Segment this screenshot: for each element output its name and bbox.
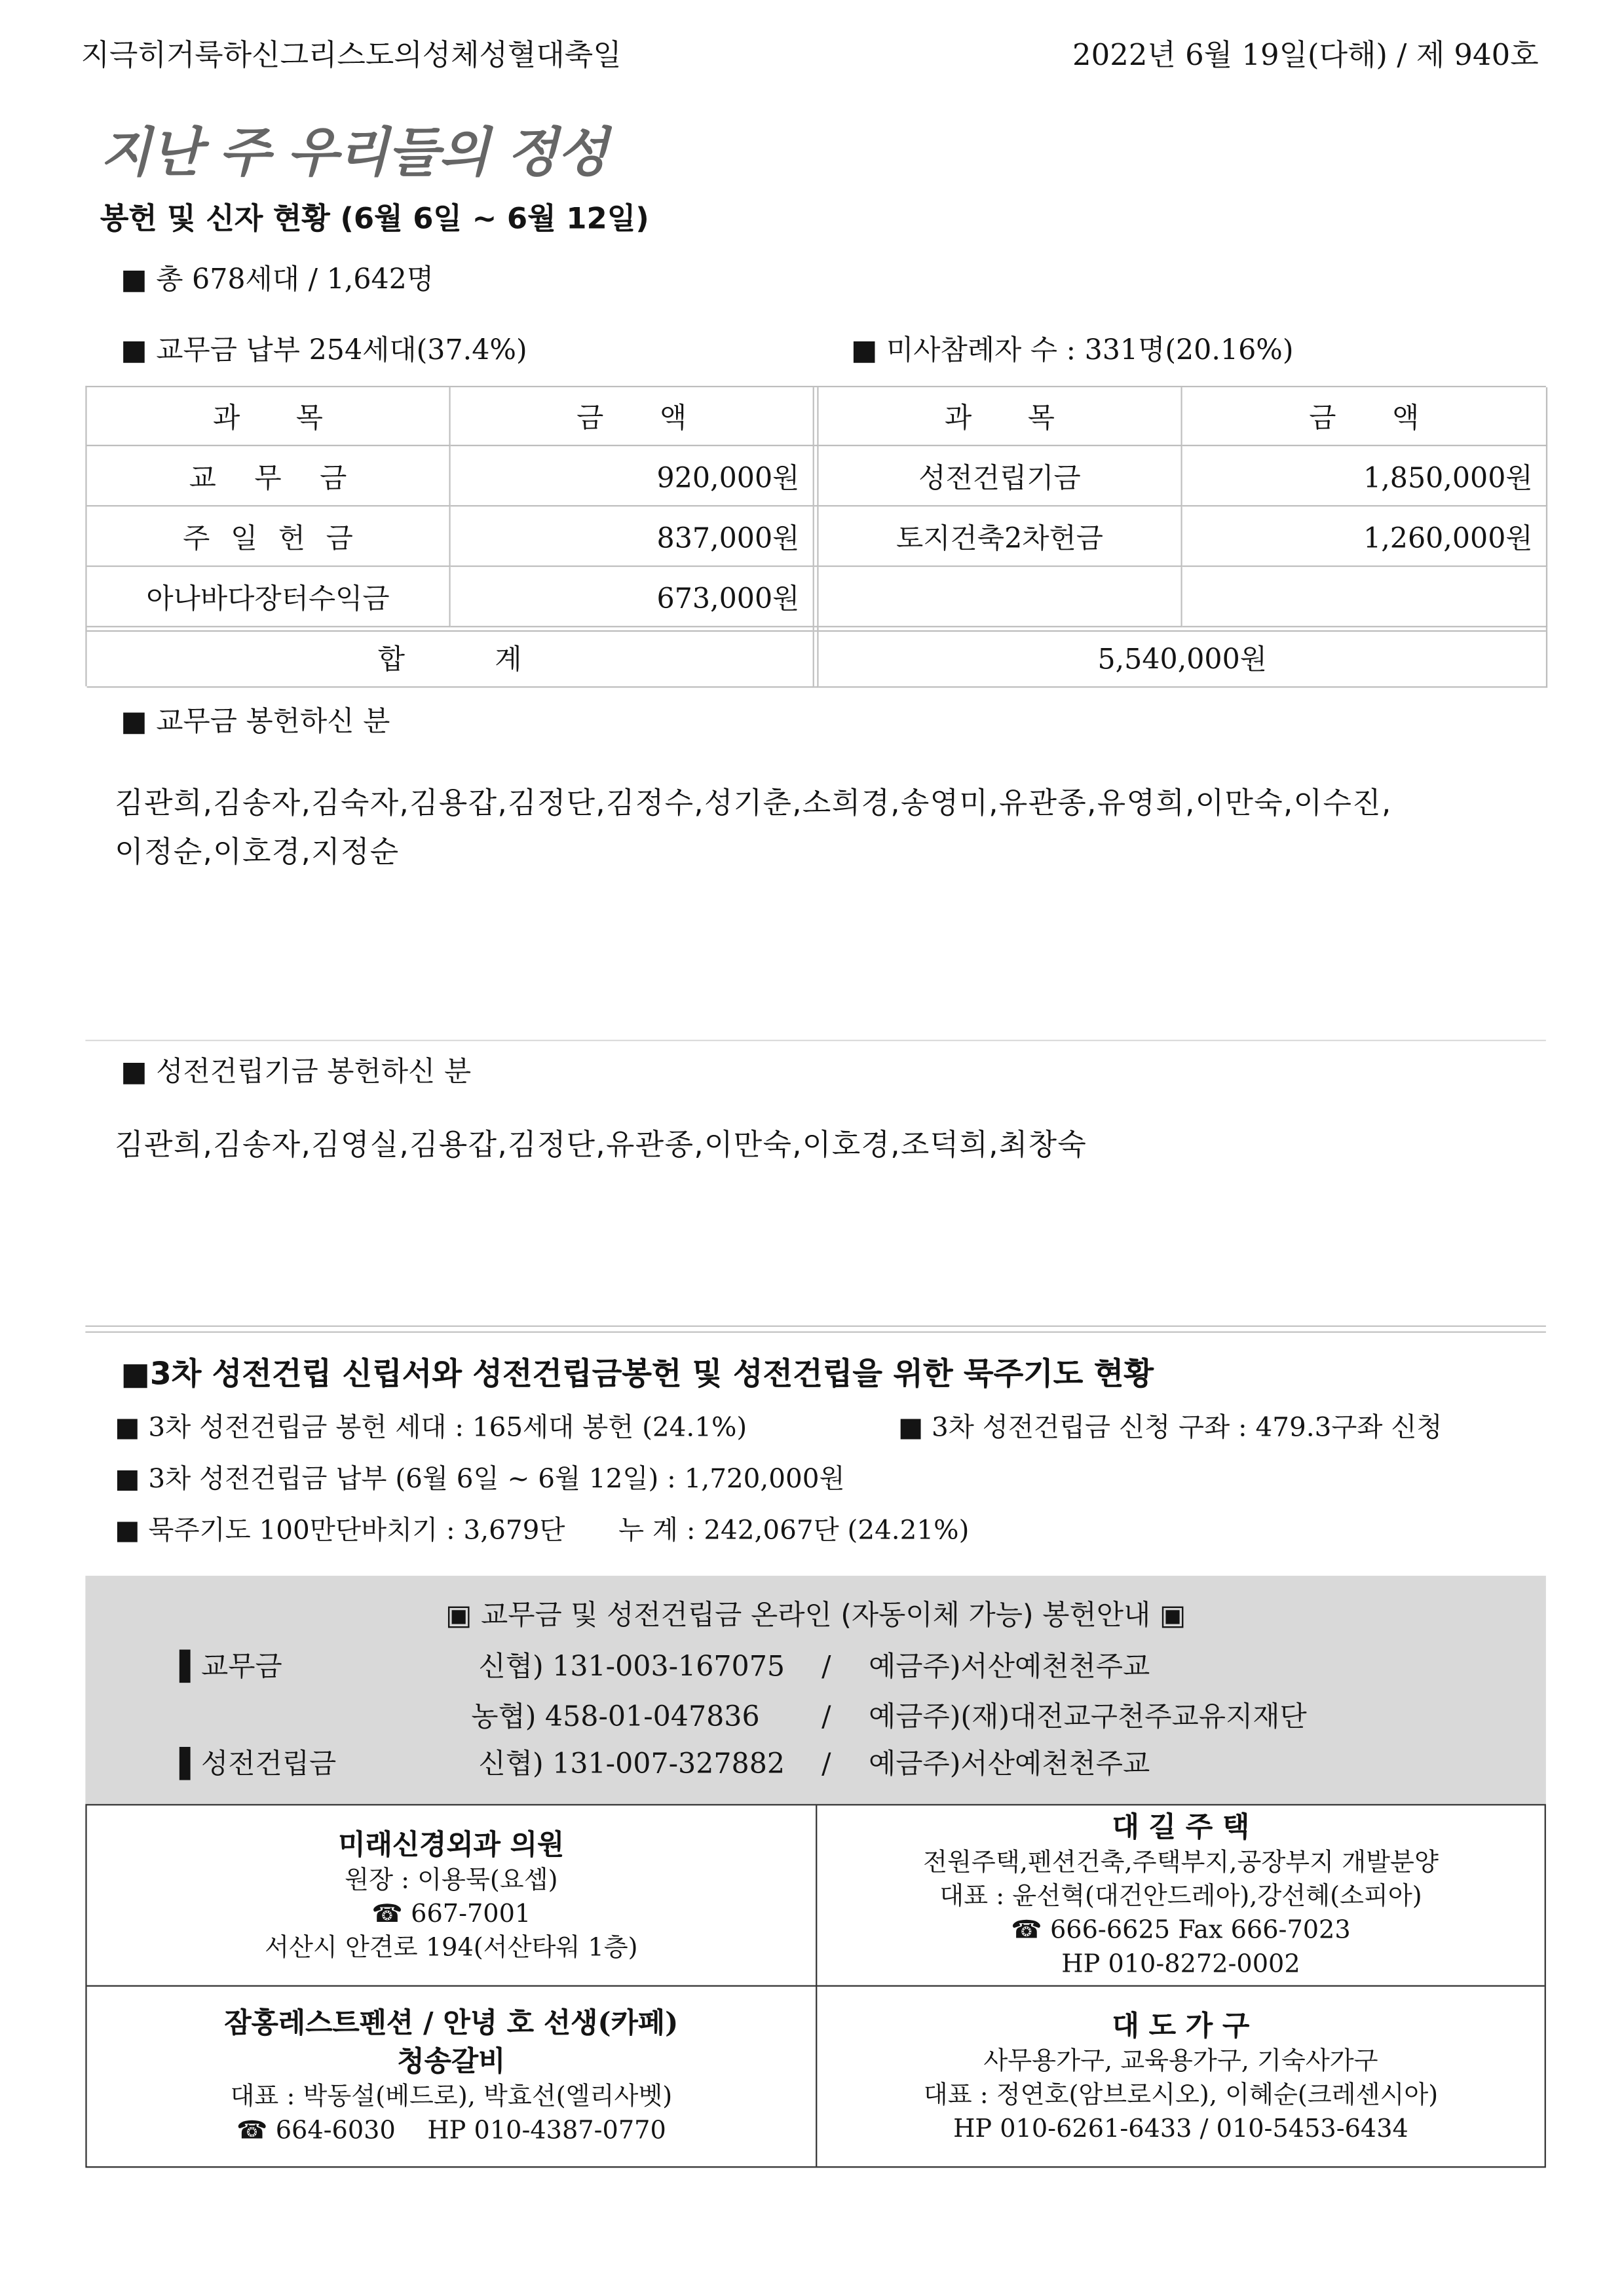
ad-title: 대 도 가 구 — [1112, 2009, 1250, 2042]
account-number: 신협) 131-007-327882 — [478, 1748, 785, 1781]
stat-dues-paid: ■ 교무금 납부 254세대(37.4%) — [121, 334, 527, 367]
table-header-amount-left: 금 액 — [451, 387, 814, 446]
header-date-issue: 2022년 6월 19일(다해) / 제 940호 — [1072, 37, 1539, 73]
ad-line: 대표 : 박동설(베드로), 박효선(엘리사벳) — [230, 2082, 673, 2112]
table-cell-amount — [1182, 567, 1547, 627]
ad-phone: HP 010-8272-0002 — [1061, 1949, 1300, 1980]
ad-pension — [87, 1987, 818, 2166]
table-cell-item — [819, 567, 1182, 627]
account-holder: 예금주)(재)대전교구천주교유지재단 — [869, 1700, 1307, 1734]
table-header-item-left: 과 목 — [87, 387, 451, 446]
building-donors-heading: ■ 성전건립기금 봉헌하신 분 — [121, 1056, 472, 1088]
campaign-households: ■ 3차 성전건립금 봉헌 세대 : 165세대 봉헌 (24.1%) — [115, 1412, 747, 1444]
building-donors-line: 김관희,김송자,김영실,김용갑,김정단,유관종,이만숙,이호경,조덕희,최창숙 — [115, 1126, 1087, 1162]
account-separator: / — [821, 1700, 831, 1734]
campaign-heading: ■3차 성전건립 신립서와 성전건립금봉헌 및 성전건립을 위한 묵주기도 현황 — [121, 1356, 1154, 1392]
account-holder: 예금주)서산예천천주교 — [869, 1748, 1150, 1781]
ad-phone: ☎ 667-7001 — [371, 1899, 531, 1929]
account-label: ▌성전건립금 — [179, 1748, 337, 1781]
table-cell-amount: 920,000원 — [451, 446, 814, 507]
dues-donors-line: 김관희,김송자,김숙자,김용갑,김정단,김정수,성기춘,소희경,송영미,유관종,유영희,이만숙,이수진, — [115, 784, 1392, 820]
account-separator: / — [821, 1651, 831, 1683]
ad-phone: ☎ 666-6625 Fax 666-7023 — [1011, 1915, 1351, 1945]
ad-title: 잠홍레스트펜션 / 안녕 호 선생(카페) — [224, 2007, 679, 2040]
campaign-rosary-count: ■ 묵주기도 100만단바치기 : 3,679단 — [115, 1515, 565, 1546]
page-title: 지난 주 우리들의 정성 — [100, 123, 608, 184]
account-number: 신협) 131-003-167075 — [478, 1651, 785, 1683]
ad-title: 대 길 주 택 — [1112, 1811, 1250, 1844]
online-giving-title: ▣ 교무금 및 성전건립금 온라인 (자동이체 가능) 봉헌안내 ▣ — [445, 1599, 1186, 1632]
table-divider — [814, 446, 819, 507]
account-holder: 예금주)서산예천천주교 — [869, 1651, 1150, 1683]
table-cell-item: 성전건립기금 — [819, 446, 1182, 507]
ad-line: 원장 : 이용묵(요셉) — [345, 1865, 558, 1895]
campaign-accounts: ■ 3차 성전건립금 신청 구좌 : 479.3구좌 신청 — [897, 1412, 1443, 1444]
dues-donors-heading: ■ 교무금 봉헌하신 분 — [121, 705, 390, 738]
ads-table — [85, 1804, 1546, 2168]
ad-furniture — [817, 1987, 1544, 2166]
table-cell-amount: 1,260,000원 — [1182, 507, 1547, 567]
offering-table — [85, 386, 1546, 686]
campaign-payment: ■ 3차 성전건립금 납부 (6월 6일 ~ 6월 12일) : 1,720,000원 — [115, 1464, 845, 1495]
header-occasion: 지극히거룩하신그리스도의성체성혈대축일 — [81, 37, 622, 73]
ad-phone: ☎ 664-6030 HP 010-4387-0770 — [236, 2116, 666, 2146]
ad-title: 청송갈비 — [397, 2045, 506, 2078]
table-divider — [814, 567, 819, 627]
table-cell-item: 토지건축2차헌금 — [819, 507, 1182, 567]
account-label: ▌교무금 — [179, 1651, 282, 1683]
table-cell-amount: 1,850,000원 — [1182, 446, 1547, 507]
ad-clinic — [87, 1805, 818, 1986]
table-divider — [814, 387, 819, 446]
online-giving-box — [85, 1576, 1546, 1804]
ad-phone: HP 010-6261-6433 / 010-5453-6434 — [953, 2114, 1408, 2144]
ad-title: 미래신경외과 의원 — [338, 1828, 565, 1861]
ad-housing — [817, 1805, 1544, 1986]
table-divider — [814, 627, 819, 687]
table-cell-amount: 837,000원 — [451, 507, 814, 567]
table-total-amount: 5,540,000원 — [819, 627, 1548, 687]
campaign-rosary-total: 누 계 : 242,067단 (24.21%) — [618, 1515, 970, 1546]
table-header-amount-right: 금 액 — [1182, 387, 1547, 446]
table-divider — [814, 507, 819, 567]
dues-donors-line: 이정순,이호경,지정순 — [115, 833, 400, 870]
section-divider — [85, 1326, 1546, 1327]
account-number: 농협) 458-01-047836 — [471, 1700, 760, 1734]
stat-mass-attendance: ■ 미사참례자 수 : 331명(20.16%) — [851, 334, 1294, 367]
ad-line: 전원주택,펜션건축,주택부지,공장부지 개발분양 — [923, 1848, 1439, 1878]
account-separator: / — [821, 1748, 831, 1781]
stat-total-households: ■ 총 678세대 / 1,642명 — [121, 263, 434, 296]
page-subtitle: 봉헌 및 신자 현황 (6월 6일 ~ 6월 12일) — [100, 200, 649, 236]
ad-line: 사무용가구, 교육용가구, 기숙사가구 — [983, 2046, 1378, 2076]
section-divider — [85, 1040, 1546, 1041]
table-total-label: 합 계 — [87, 627, 814, 687]
ad-line: 대표 : 윤선혁(대건안드레아),강선혜(소피아) — [939, 1882, 1422, 1912]
table-cell-amount: 673,000원 — [451, 567, 814, 627]
ad-address: 서산시 안견로 194(서산타워 1층) — [265, 1932, 638, 1962]
table-cell-item: 교 무 금 — [87, 446, 451, 507]
ad-line: 대표 : 정연호(암브로시오), 이혜순(크레센시아) — [923, 2080, 1439, 2110]
table-cell-item: 아나바다장터수익금 — [87, 567, 451, 627]
section-divider — [85, 1331, 1546, 1333]
table-header-item-right: 과 목 — [819, 387, 1182, 446]
table-cell-item: 주 일 헌 금 — [87, 507, 451, 567]
